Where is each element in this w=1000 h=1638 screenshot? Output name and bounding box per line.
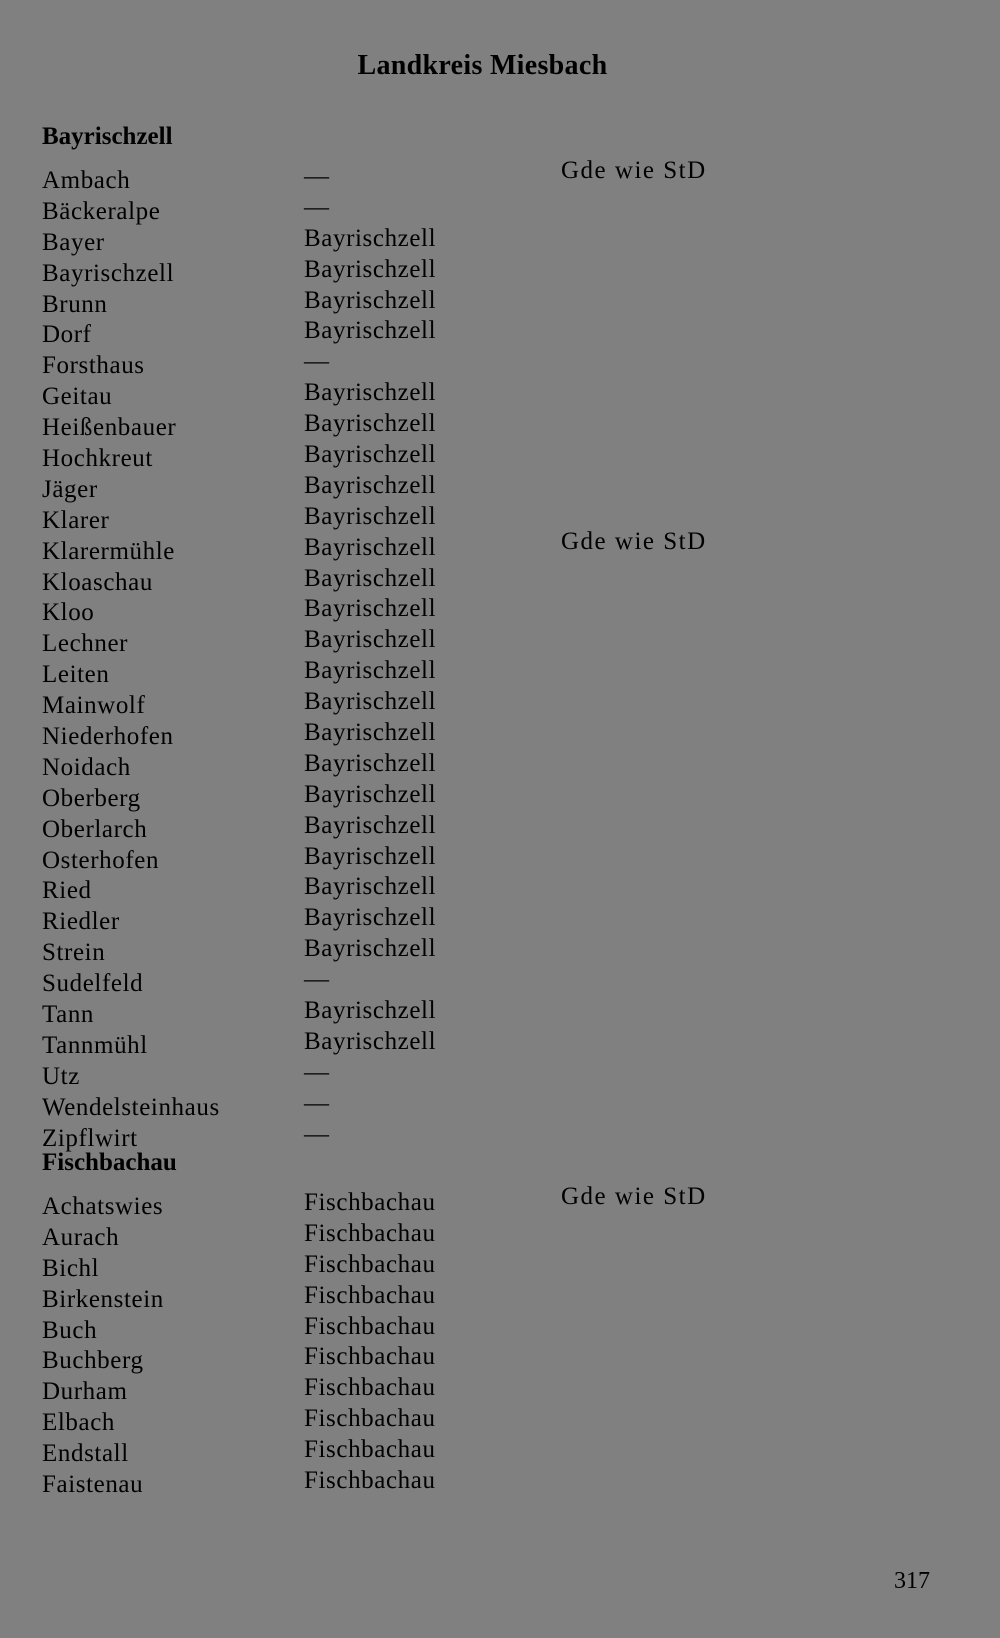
entry-row <box>42 1058 922 1093</box>
parish-name: Bayrischzell <box>304 255 437 283</box>
entry-row <box>42 379 922 413</box>
place-name: Leiten <box>42 661 110 689</box>
place-name: Osterhofen <box>42 846 160 874</box>
entry-row <box>42 688 922 722</box>
parish-name: Fischbachau <box>304 1467 436 1495</box>
parish-name: — <box>304 966 330 994</box>
parish-name: Fischbachau <box>304 1374 436 1402</box>
place-name: Aurach <box>42 1223 120 1251</box>
entry-row <box>42 157 922 197</box>
entry-row <box>42 1405 922 1439</box>
entry-row <box>42 749 922 784</box>
entry-row <box>42 842 922 877</box>
parish-name: Bayrischzell <box>304 286 437 314</box>
place-name: Bayrischzell <box>42 259 175 287</box>
entry-row <box>42 1343 922 1377</box>
section-bayrischzell <box>42 122 922 1155</box>
entry-row <box>42 626 922 660</box>
parish-name: Fischbachau <box>304 1405 436 1433</box>
parish-name: Bayrischzell <box>304 719 437 747</box>
entry-row <box>42 286 922 321</box>
place-name: Wendelsteinhaus <box>42 1093 220 1121</box>
municipality-note: Gde wie StD <box>561 527 707 555</box>
entry-row <box>42 873 922 907</box>
page-title: Landkreis Miesbach <box>357 50 608 81</box>
entry-row <box>42 1089 922 1124</box>
parish-name: Bayrischzell <box>304 688 437 716</box>
entry-row <box>42 780 922 815</box>
parish-name: — <box>304 348 330 376</box>
parish-name: Fischbachau <box>304 1189 436 1216</box>
entry-row <box>42 410 922 444</box>
place-name: Niederhofen <box>42 723 174 751</box>
place-name: Klarer <box>42 506 110 534</box>
page-number: 317 <box>894 1568 930 1594</box>
entry-row <box>42 997 922 1031</box>
parish-name: Fischbachau <box>304 1343 436 1371</box>
entry-row <box>42 502 922 537</box>
parish-name: — <box>304 163 330 190</box>
entry-row <box>42 1374 922 1408</box>
entry-row <box>42 811 922 846</box>
place-name: Riedler <box>42 908 120 936</box>
section-fischbachau <box>42 1149 922 1501</box>
place-name: Achatswies <box>42 1193 164 1220</box>
entry-row <box>42 935 922 969</box>
place-name: Sudelfeld <box>42 970 144 998</box>
place-name: Bayer <box>42 228 105 256</box>
place-name: Elbach <box>42 1409 116 1437</box>
entry-row <box>42 471 922 506</box>
place-name: Buch <box>42 1316 98 1344</box>
entry-row <box>42 441 922 475</box>
place-name: Dorf <box>42 321 92 349</box>
entry-row <box>42 1436 922 1470</box>
parish-name: Bayrischzell <box>304 811 437 839</box>
place-name: Hochkreut <box>42 445 153 473</box>
place-name: Durham <box>42 1378 128 1406</box>
parish-name: Bayrischzell <box>304 410 437 438</box>
entry-row <box>42 564 922 599</box>
parish-name: Bayrischzell <box>304 935 437 963</box>
place-name: Kloaschau <box>42 568 153 596</box>
parish-name: Bayrischzell <box>304 533 437 561</box>
place-name: Strein <box>42 939 106 967</box>
parish-name: Fischbachau <box>304 1219 436 1247</box>
parish-name: — <box>304 1089 330 1117</box>
parish-name: Fischbachau <box>304 1281 436 1309</box>
municipality-note: Gde wie StD <box>561 157 707 184</box>
entry-row <box>42 193 922 228</box>
parish-name: Bayrischzell <box>304 317 437 345</box>
entry-row <box>42 224 922 259</box>
place-name: Bäckeralpe <box>42 197 161 225</box>
entry-row <box>42 595 922 629</box>
place-name: Geitau <box>42 383 113 411</box>
parish-name: — <box>304 1058 330 1086</box>
section-heading: Fischbachau <box>42 1149 177 1176</box>
parish-name: Bayrischzell <box>304 904 437 932</box>
parish-name: — <box>304 193 330 221</box>
place-name: Oberberg <box>42 784 141 812</box>
entry-row <box>42 1183 922 1223</box>
parish-name: Bayrischzell <box>304 657 437 685</box>
place-name: Jäger <box>42 475 98 503</box>
entry-row <box>42 904 922 938</box>
parish-name: Bayrischzell <box>304 626 437 654</box>
entry-row <box>42 1281 922 1316</box>
place-name: Brunn <box>42 290 108 318</box>
place-name: Tannmühl <box>42 1031 148 1059</box>
place-name: Mainwolf <box>42 692 146 720</box>
entry-row <box>42 719 922 753</box>
place-name: Buchberg <box>42 1347 144 1375</box>
place-name: Kloo <box>42 599 95 627</box>
place-name: Forsthaus <box>42 352 145 380</box>
parish-name: Bayrischzell <box>304 780 437 808</box>
entry-row <box>42 1312 922 1347</box>
parish-name: Fischbachau <box>304 1436 436 1464</box>
place-name: Oberlarch <box>42 815 148 843</box>
entry-row <box>42 317 922 351</box>
place-name: Tann <box>42 1001 95 1029</box>
parish-name: Bayrischzell <box>304 224 437 252</box>
entry-row <box>42 966 922 1000</box>
place-name: Heißenbauer <box>42 414 177 442</box>
parish-name: Bayrischzell <box>304 441 437 469</box>
entry-row <box>42 1250 922 1285</box>
entry-row <box>42 657 922 691</box>
parish-name: Bayrischzell <box>304 873 437 901</box>
place-name: Zipflwirt <box>42 1124 138 1152</box>
parish-name: Fischbachau <box>304 1312 436 1340</box>
place-name: Noidach <box>42 753 131 781</box>
place-name: Ried <box>42 877 92 905</box>
municipality-note: Gde wie StD <box>561 1183 707 1210</box>
parish-name: Bayrischzell <box>304 471 437 499</box>
place-name: Faistenau <box>42 1471 144 1499</box>
parish-name: Bayrischzell <box>304 379 437 407</box>
section-heading: Bayrischzell <box>42 123 173 150</box>
place-name: Utz <box>42 1062 80 1090</box>
parish-name: Bayrischzell <box>304 564 437 592</box>
place-name: Birkenstein <box>42 1285 164 1313</box>
entry-row <box>42 1467 922 1501</box>
parish-name: Bayrischzell <box>304 749 437 777</box>
entry-row <box>42 255 922 290</box>
place-name: Endstall <box>42 1440 129 1468</box>
parish-name: — <box>304 1120 330 1148</box>
parish-name: Bayrischzell <box>304 502 437 530</box>
parish-name: Bayrischzell <box>304 595 437 623</box>
entry-row <box>42 1027 922 1062</box>
place-name: Lechner <box>42 630 129 658</box>
entry-list <box>42 1183 922 1501</box>
parish-name: Bayrischzell <box>304 1027 437 1055</box>
place-name: Ambach <box>42 167 131 194</box>
entry-row <box>42 527 922 568</box>
place-name: Klarermühle <box>42 537 175 565</box>
place-name: Bichl <box>42 1254 100 1282</box>
entry-list <box>42 157 922 1155</box>
entry-row <box>42 348 922 382</box>
parish-name: Bayrischzell <box>304 842 437 870</box>
entry-row <box>42 1219 922 1254</box>
parish-name: Bayrischzell <box>304 997 437 1025</box>
parish-name: Fischbachau <box>304 1250 436 1278</box>
